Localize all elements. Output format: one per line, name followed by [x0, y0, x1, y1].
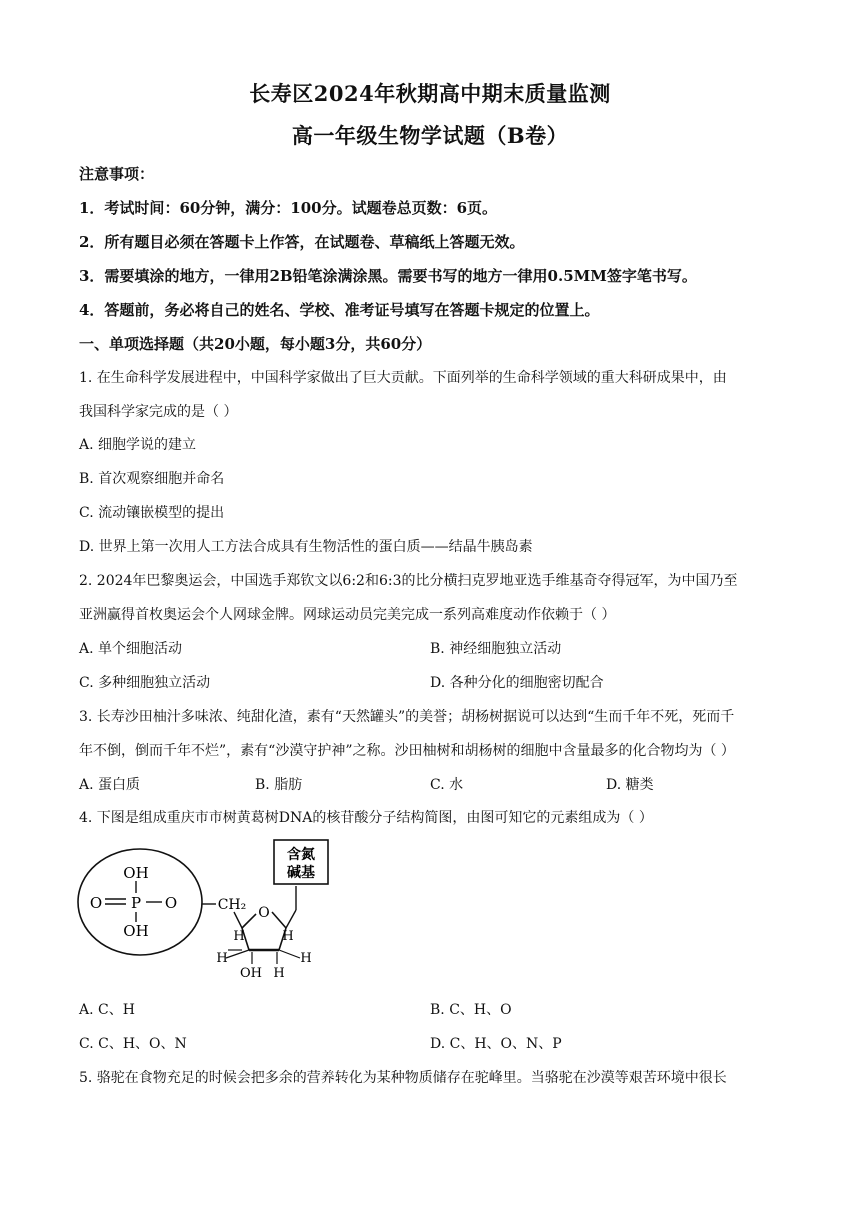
- ring-h: H: [273, 966, 285, 981]
- ring-oxygen: O: [258, 905, 270, 921]
- phosphate-o-right: O: [164, 894, 178, 912]
- option-b: B. C、H、O: [430, 1002, 512, 1018]
- exam-title: 长寿区2024年秋期高中期末质量监测: [249, 81, 611, 106]
- exam-subtitle: 高一年级生物学试题（B卷）: [291, 123, 569, 148]
- option-c: C. 水: [430, 777, 464, 793]
- question-stem: 2. 2024年巴黎奥运会，中国选手郑钦文以6:2和6:3的比分横扫克罗地亚选手维基奇夺得冠军，为中国乃至: [79, 573, 738, 589]
- question-stem: 4. 下图是组成重庆市市树黄葛树DNA的核苷酸分子结构简图，由图可知它的元素组成为（ ）: [79, 810, 653, 826]
- question-stem: 我国科学家完成的是（ ）: [79, 404, 238, 420]
- ch2-label: CH₂: [217, 897, 247, 913]
- notice-heading: 注意事项：: [79, 165, 155, 183]
- base-label-line1: 含氮: [287, 847, 315, 863]
- option-a: A. 蛋白质: [79, 777, 141, 793]
- phosphate-o-left: O: [89, 894, 103, 912]
- option-a: A. 细胞学说的建立: [79, 437, 197, 453]
- option-a: A. 单个细胞活动: [79, 641, 183, 657]
- notice-item: 4．答题前，务必将自己的姓名、学校、准考证号填写在答题卡规定的位置上。: [79, 301, 600, 319]
- option-a: A. C、H: [79, 1002, 135, 1018]
- option-d: D. 世界上第一次用人工方法合成具有生物活性的蛋白质——结晶牛胰岛素: [79, 539, 533, 555]
- question-stem: 1. 在生命科学发展进程中，中国科学家做出了巨大贡献。下面列举的生命科学领域的重大科研成果中，由: [79, 370, 727, 386]
- ring-h: H: [216, 951, 228, 966]
- option-b: B. 脂肪: [255, 777, 303, 793]
- notice-item: 3．需要填涂的地方，一律用2B铅笔涂满涂黑。需要书写的地方一律用0.5MM签字笔书写。: [79, 267, 697, 285]
- base-label-line2: 碱基: [287, 865, 315, 881]
- option-b: B. 首次观察细胞并命名: [79, 471, 225, 487]
- phosphate-oh-top: OH: [123, 864, 149, 882]
- phosphate-oh-bottom: OH: [123, 922, 149, 940]
- option-b: B. 神经细胞独立活动: [430, 641, 562, 657]
- option-d: D. 各种分化的细胞密切配合: [430, 675, 604, 691]
- question-stem: 年不倒，倒而千年不烂”，素有“沙漠守护神”之称。沙田柚树和胡杨树的细胞中含量最多的化合物均为（ ）: [79, 743, 735, 759]
- option-c: C. C、H、O、N: [79, 1036, 187, 1052]
- notice-item: 2．所有题目必须在答题卡上作答，在试题卷、草稿纸上答题无效。: [79, 233, 525, 251]
- question-stem: 亚洲赢得首枚奥运会个人网球金牌。网球运动员完美完成一系列高难度动作依赖于（ ）: [79, 607, 616, 623]
- notice-item: 1．考试时间：60分钟，满分：100分。试题卷总页数：6页。: [79, 199, 498, 217]
- ring-h: H: [233, 929, 245, 944]
- phosphate-p: P: [130, 894, 142, 912]
- ring-h: H: [282, 929, 294, 944]
- option-d: D. C、H、O、N、P: [430, 1036, 562, 1052]
- nucleotide-structure-diagram: [74, 838, 354, 988]
- question-stem: 5. 骆驼在食物充足的时候会把多余的营养转化为某种物质储存在驼峰里。当骆驼在沙漠等艰苦环境中很长: [79, 1070, 727, 1086]
- ring-h: H: [300, 951, 312, 966]
- option-c: C. 流动镶嵌模型的提出: [79, 505, 225, 521]
- ring-oh: OH: [240, 966, 262, 981]
- section-heading: 一、单项选择题（共20小题，每小题3分，共60分）: [79, 335, 432, 353]
- question-stem: 3. 长寿沙田柚汁多味浓、纯甜化渣，素有“天然罐头”的美誉；胡杨树据说可以达到“生而千年不死，死而千: [79, 709, 735, 725]
- option-c: C. 多种细胞独立活动: [79, 675, 211, 691]
- option-d: D. 糖类: [606, 777, 654, 793]
